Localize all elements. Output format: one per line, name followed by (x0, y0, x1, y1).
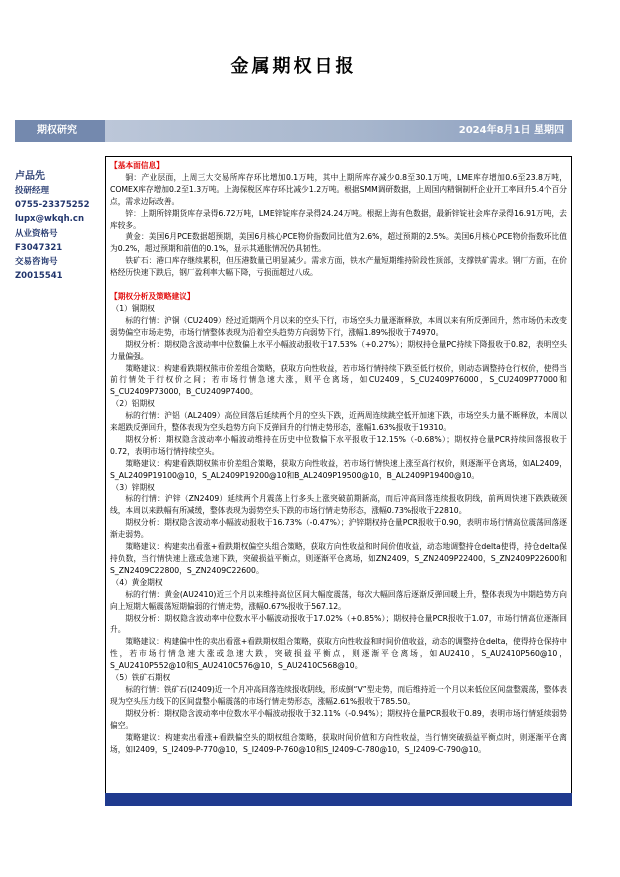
copper-options: 期权分析：期权隐含波动率中位数偏上水平小幅波动报收于17.53%（+0.27%）；期权持仓量PC持续下降报收于0.82，表明空头力量偏强。 (110, 339, 567, 361)
qualification-label: 从业资格号 (15, 228, 58, 239)
header-bar (15, 120, 572, 142)
spacer (110, 279, 567, 291)
analyst-name: 卢品先 (15, 171, 45, 182)
fundamentals-zinc: 锌：上期所锌期货库存录得6.72万吨，LME锌锭库存录得24.24万吨。根据上海有色数据，最新锌锭社会库存录得16.91万吨，去库较多。 (110, 208, 567, 230)
aluminum-market: 标的行情：沪铝（AL2409）高位回落后延续两个月的空头下跌，近两周连续跳空低开加速下跌，市场空头力量不断释放，本周以来超跌反弹回升，整体表现为空头趋势方向下反弹回升的行情走势形态，涨幅1.63%报收于19310。 (110, 411, 567, 433)
section-title-gold: （4）黄金期权 (111, 577, 163, 587)
gold-advice: 策略建议：构建偏中性的卖出看涨+看跌期权组合策略，获取方向性收益和时间价值收益，动态的调整持仓delta，使得持仓保持中性，若市场行情急速大涨或急速大跌，突破损益平衡点，则逐渐平仓离场，如AU2410，S_AU2410P560@10，S_AU2410P552@10和S_AU2410C576@10，S_AU2410C568@10。 (110, 637, 567, 671)
iron-ore-advice: 策略建议：构建卖出看涨+看跌偏空头的期权组合策略，获取时间价值和方向性收益，当行情突破损益平衡点时，则逐渐平仓离场，如I2409，S_I2409-P-770@10，S_I2409-P-760@10和S_I2409-C-780@10，S_I2409-C-790@10。 (110, 732, 567, 754)
analyst-info (15, 169, 101, 283)
analyst-phone: 0755-23375252 (15, 200, 90, 211)
consulting-number: Z0015541 (15, 271, 63, 282)
section-title-zinc: （3）锌期权 (111, 482, 155, 492)
footer-bar (105, 793, 572, 806)
fundamentals-copper: 铜：产业层面，上周三大交易所库存环比增加0.1万吨，其中上期所库存减少0.8至30.1万吨，LME库存增加0.6至23.8万吨，COMEX库存增加0.2至1.3万吨。上海保税区库存环比减少1.2万吨。根据SMM调研数据，上周国内精铜制杆企业开工率回升5.4个百分点，需求边际改善。 (110, 172, 567, 206)
report-title: 金属期权日报 (230, 56, 357, 77)
fundamentals-heading: 【基本面信息】 (110, 161, 164, 170)
analyst-title: 投研经理 (15, 186, 50, 196)
analyst-email: lupx@wkqh.cn (15, 214, 84, 225)
zinc-advice: 策略建议：构建卖出看涨+看跌期权偏空头组合策略，获取方向性收益和时间价值收益，动态地调整持仓delta使得，持仓delta保持负数，当行情快速上涨或急速下跌，突破损益平衡点，则逐渐平仓离场，如ZN2409，S_ZN2409P22400，S_ZN2409P22600和S_ZN2409C22800，S_ZN2409C22600。 (110, 542, 567, 575)
qualification-number: F3047321 (15, 242, 63, 253)
zinc-market: 标的行情：沪锌（ZN2409）延续两个月震荡上行多头上涨突破前期新高，而后冲高回落连续报收阴线，前两周快速下跌跌破颈线，本周以来跌幅有所减缓，整体表现为弱势空头下跌的市场行情走势形态，涨幅0.73%报收于22810。 (110, 494, 567, 516)
section-title-copper: （1）铜期权 (111, 303, 155, 313)
aluminum-options: 期权分析：期权隐含波动率小幅波动维持在历史中位数偏下水平报收于12.15%（-0.68%）；期权持仓量PCR持续回落报收于0.72，表明市场行情持续空头。 (110, 434, 567, 456)
fundamentals-gold: 黄金：美国6月PCE数据超预期，美国6月核心PCE物价指数同比值为2.6%，超过预期的2.5%。美国6月核心PCE物价指数环比值为0.2%，超过预期和前值的0.1%，显示其通胀情况仍具韧性。 (110, 232, 567, 254)
header-date: 2024年8月1日 星期四 (105, 120, 572, 142)
consulting-label: 交易咨询号 (15, 257, 58, 268)
zinc-options: 期权分析：期权隐含波动率小幅波动报收于16.73%（-0.47%）；沪锌期权持仓量PCR报收于0.90，表明市场行情高位震荡回落逐渐走弱势。 (110, 518, 567, 540)
header-section-label: 期权研究 (15, 120, 105, 142)
strategy-heading: 【期权分析及策略建议】 (110, 292, 195, 302)
gold-market: 标的行情：黄金(AU2410)近三个月以来维持高位区间大幅度震荡，每次大幅回落后逐渐反弹回暖上升，整体表现为中期趋势方向向上短期大幅震荡短期偏弱的行情走势，涨幅0.67%报收于567.12。 (110, 589, 567, 611)
section-title-aluminum: （2）铝期权 (111, 399, 155, 409)
aluminum-advice: 策略建议：构建看跌期权熊市价差组合策略，获取方向性收益，若市场行情快速上涨至高行权价，则逐渐平仓离场，如AL2409，S_AL2409P19100@10，S_AL2409P19200@10和B_AL2409P19500@10，B_AL2409P19400@10。 (110, 458, 567, 480)
iron-ore-market: 标的行情：铁矿石(I2409)近一个月冲高回落连续报收阴线，形成倒“V”型走势，而后维持近一个月以来低位区间盘整震荡，整体表现为空头压力线下的区间盘整小幅震荡的市场行情走势形态，涨幅2.61%报收于785.50。 (110, 684, 567, 706)
fundamentals-iron-ore: 铁矿石：港口库存继续累积，但压港数量已明显减少。需求方面，铁水产量短期维持阶段性顶部，支撑铁矿需求。钢厂方面，在价格经历快速下跌后，钢厂盈利率大幅下降，亏损面超过八成。 (110, 256, 567, 278)
copper-advice: 策略建议：构建看跌期权熊市价差组合策略，获取方向性收益，若市场行情持续下跌至低行权价，则动态调整持仓行权价，使得当前行情处于行权价之间；若市场行情急速大涨，则平仓离场，如CU2409，S_CU2409P76000，S_CU2409P77000和S_CU2409P73000，B_CU2409P7400。 (110, 363, 567, 397)
section-title-iron-ore: （5）铁矿石期权 (111, 673, 171, 683)
report-body (105, 156, 572, 793)
iron-ore-options: 期权分析：期权隐含波动率中位数水平小幅波动报收于32.11%（-0.94%）；期权持仓量PCR报收于0.89，表明市场行情延续弱势偏空。 (110, 708, 567, 730)
copper-market: 标的行情：沪铜（CU2409）经过近期两个月以来的空头下行，市场空头力量逐渐释放，本周以来有所反弹回升，然市场仍未改变弱势偏空市场走势，市场行情整体表现为沿着空头趋势方向弱势下行，涨幅1.89%报收于74970。 (110, 315, 567, 337)
gold-options: 期权分析：期权隐含波动率中位数水平小幅波动报收于17.02%（+0.85%）；期权持仓量PCR报收于1.07，市场行情高位逐渐回升。 (110, 613, 567, 635)
